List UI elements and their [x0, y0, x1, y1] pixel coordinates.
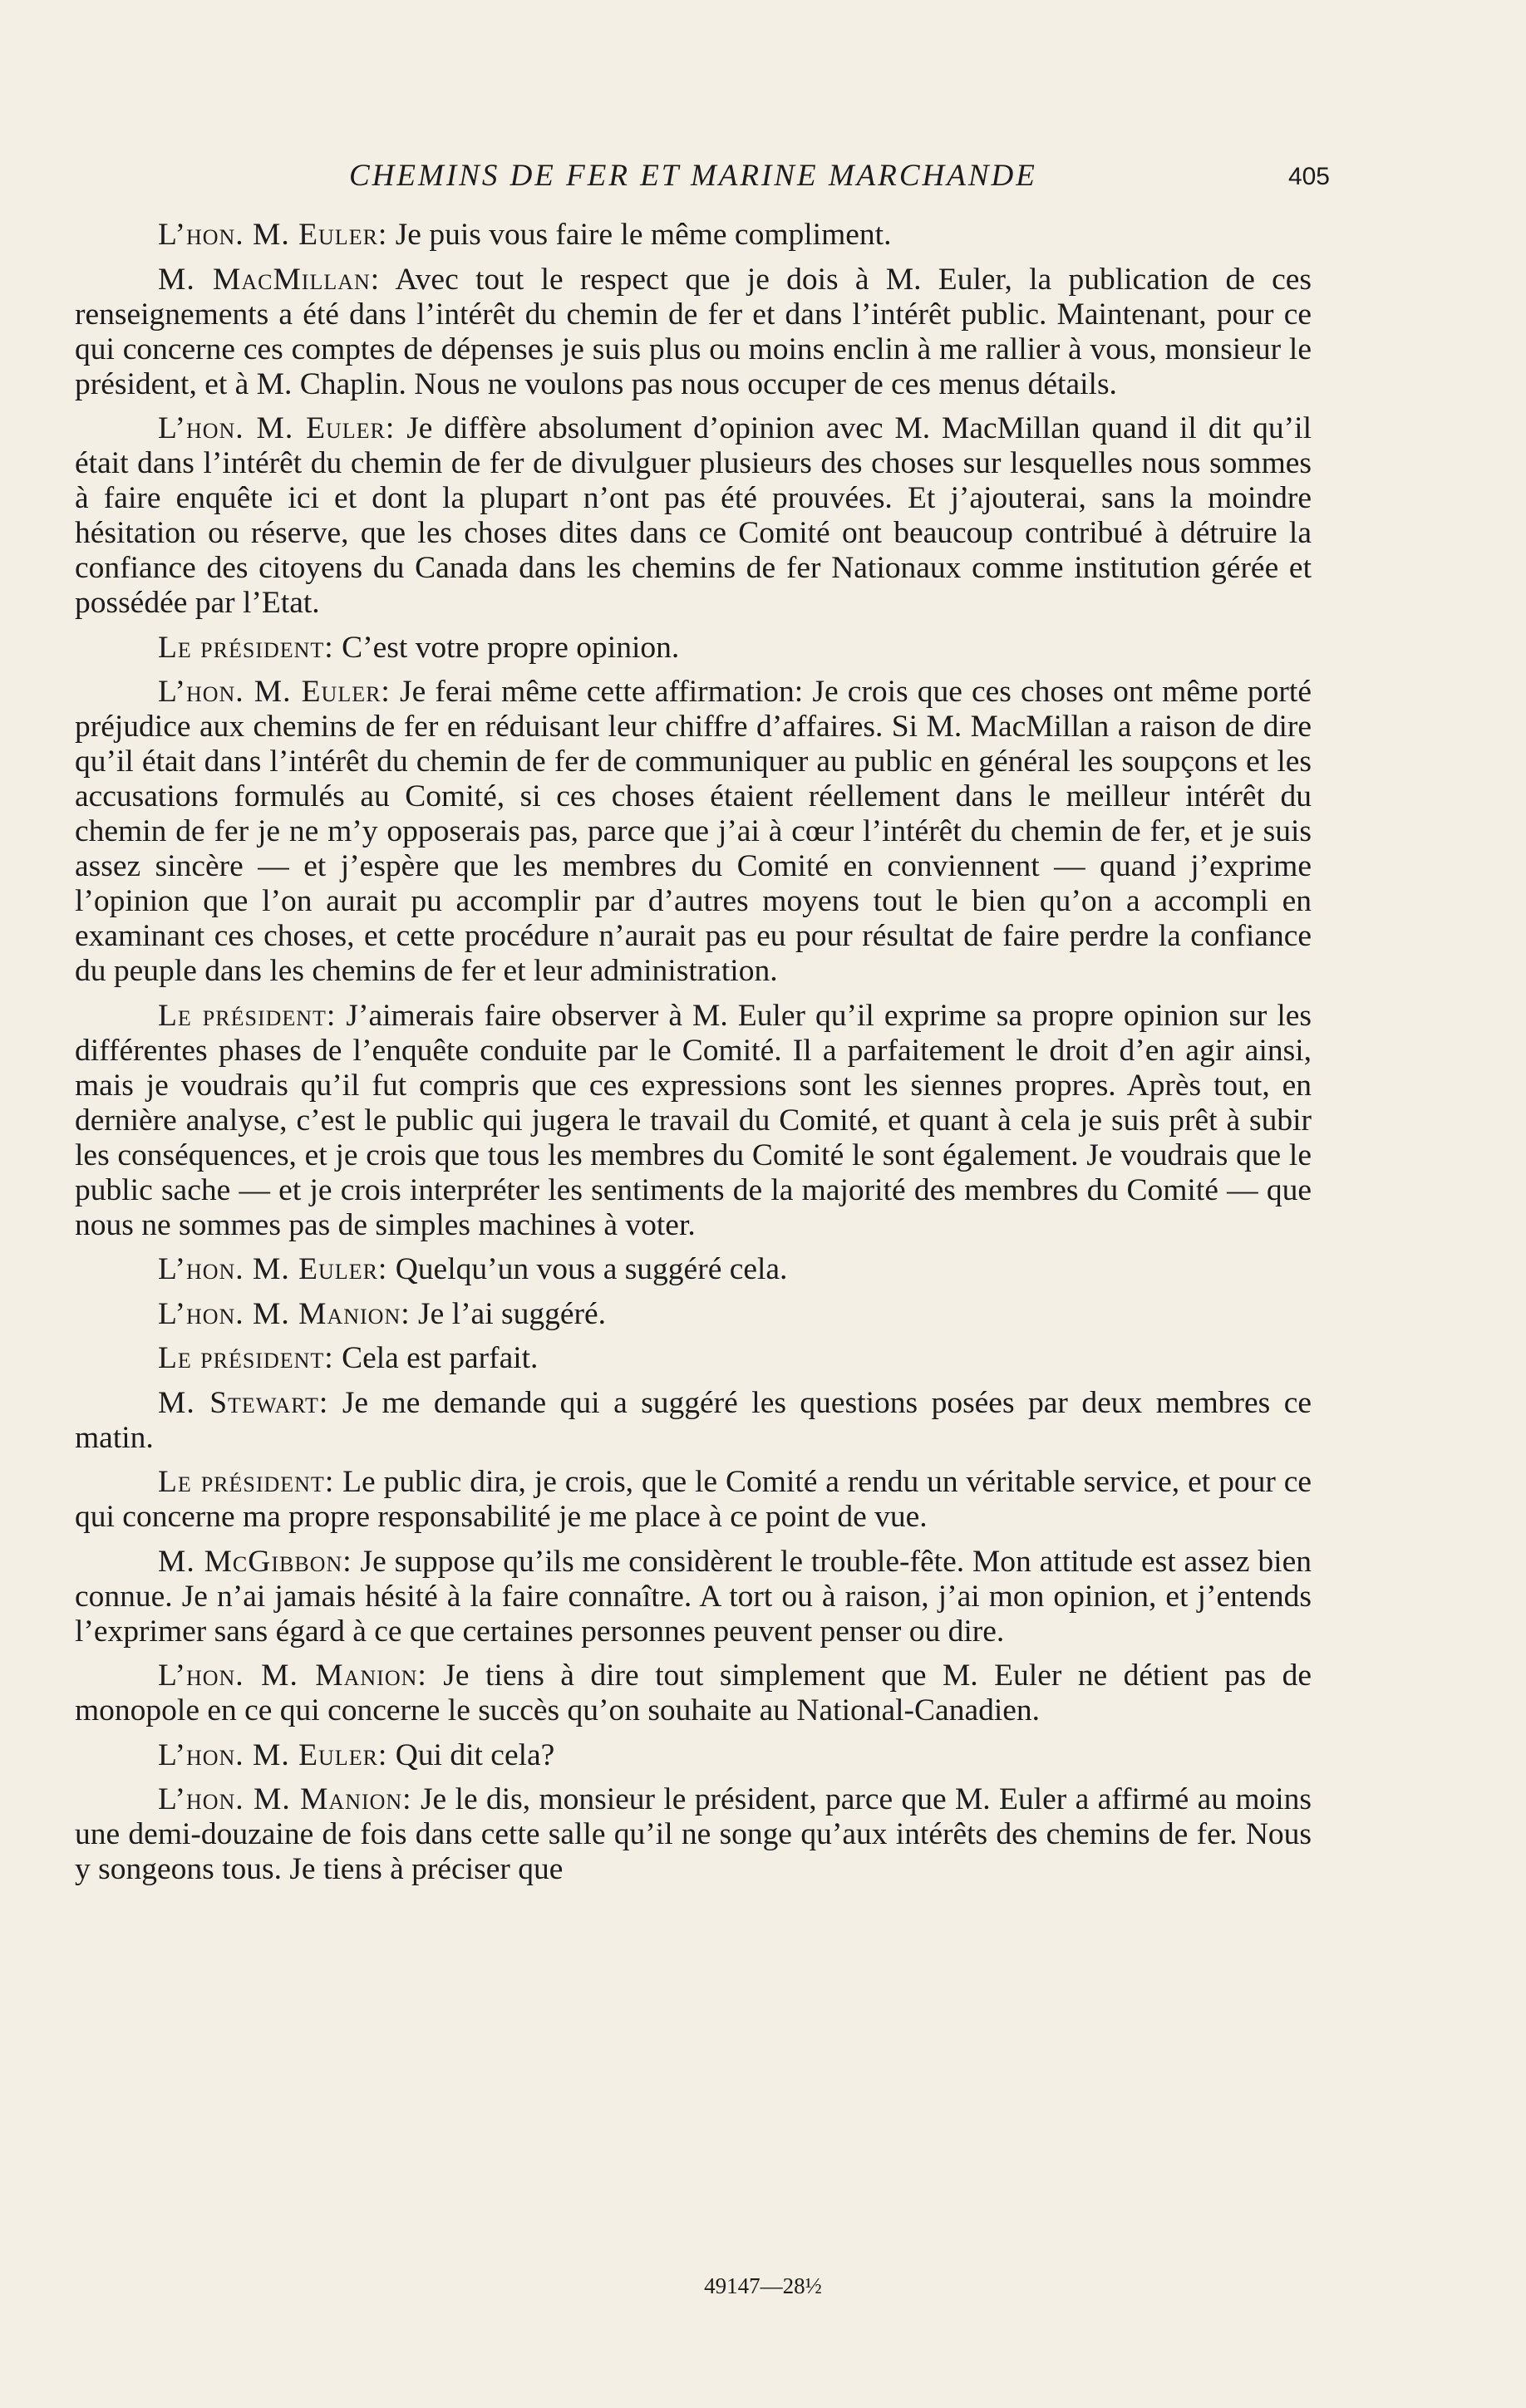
- speech-text: Je ferai même cette affirmation: Je crois que ces choses ont même porté préjudice aux chemins de fer en réduisant leur chiffre d’affaires. Si M. MacMillan a raison de dire qu’il était dans l’intérêt du chemin de fer de communiquer au public en général les soupçons et les accusations formulés au Comité, si ces choses étaient réellement dans le meilleur intérêt du chemin de fer je ne m’y opposerais pas, parce que j’ai à cœur l’intérêt du chemin de fer, et je suis assez sincère — et j’espère que les membres du Comité en conviennent — quand j’exprime l’opinion que l’on aurait pu accomplir par d’autres moyens tout le bien qu’on a accompli en examinant ces choses, et cette procédure n’aurait pas eu pour résultat de faire perdre la confiance du peuple dans les chemins de fer et leur administration.: [75, 675, 1312, 988]
- dialogue-paragraph: [75, 1252, 1312, 1287]
- speech-text: Je l’ai suggéré.: [410, 1296, 606, 1331]
- speech-text: Je me demande qui a suggéré les questions posées par deux membres ce matin.: [75, 1385, 1312, 1455]
- speech-text: Je tiens à dire tout simplement que M. Euler ne détient pas de monopole en ce qui concerne le succès qu’on souhaite au National-Canadien.: [75, 1659, 1312, 1727]
- speaker-name: L’hon. M. Euler:: [158, 1737, 388, 1772]
- speaker-name: L’hon. M. Euler:: [158, 675, 391, 709]
- speech-text: Cela est parfait.: [333, 1341, 539, 1375]
- speech-text: J’aimerais faire observer à M. Euler qu’il exprime sa propre opinion sur les différentes phases de l’enquête conduite par le Comité. Il a parfaitement le droit d’en agir ainsi, mais je voudrais qu’il fut compris que ces expressions sont les siennes propres. Après tout, en dernière analyse, c’est le public qui jugera le travail du Comité, et quant à cela je suis prêt à subir les conséquences, et je crois que tous les membres du Comité le sont également. Je voudrais que le public sache — et je crois interpréter les sentiments de la majorité des membres du Comité — que nous ne sommes pas de simples machines à voter.: [75, 998, 1312, 1242]
- dialogue-paragraph: [75, 1341, 1312, 1376]
- speaker-name: L’hon. M. Manion:: [158, 1782, 412, 1816]
- dialogue-paragraph: [75, 999, 1312, 1243]
- speaker-name: L’hon. M. Euler:: [158, 1252, 388, 1286]
- dialogue-paragraph: [75, 1659, 1312, 1728]
- speech-text: Je diffère absolument d’opinion avec M. MacMillan quand il dit qu’il était dans l’intérêt du chemin de fer de divulguer plusieurs des choses sur lesquelles nous sommes à faire enquête ici et dont la plupart n’ont pas été prouvées. Et j’ajouterai, sans la moindre hésitation ou réserve, que les choses dites dans ce Comité ont beaucoup contribué à détruire la confiance des citoyens du Canada dans les chemins de fer Nationaux comme institution gérée et possédée par l’Etat.: [75, 411, 1312, 620]
- dialogue-paragraph: [75, 218, 1312, 253]
- running-title: CHEMINS DE FER ET MARINE MARCHANDE: [349, 159, 1037, 193]
- speech-text: Avec tout le respect que je dois à M. Euler, la publication de ces renseignements a été dans l’intérêt du chemin de fer et dans l’intérêt public. Maintenant, pour ce qui concerne ces comptes de dépenses je suis plus ou moins enclin à me rallier à vous, monsieur le président, et à M. Chaplin. Nous ne voulons pas nous occuper de ces menus détails.: [75, 262, 1312, 401]
- speech-text: Quelqu’un vous a suggéré cela.: [387, 1252, 788, 1286]
- dialogue-paragraph: [75, 1545, 1312, 1649]
- speaker-name: M. Stewart:: [158, 1385, 329, 1420]
- dialogue-paragraph: [75, 411, 1312, 621]
- speech-text: Le public dira, je crois, que le Comité a rendu un véritable service, et pour ce qui concerne ma propre responsabilité je me place à ce point de vue.: [75, 1465, 1312, 1534]
- page-number: 405: [1287, 163, 1330, 190]
- dialogue-paragraph: [75, 1386, 1312, 1456]
- speaker-name: M. McGibbon:: [158, 1544, 352, 1579]
- speaker-name: Le président:: [158, 1465, 335, 1499]
- speaker-name: Le président:: [158, 998, 337, 1033]
- speaker-name: M. MacMillan:: [158, 262, 381, 297]
- page-header: [75, 158, 1330, 199]
- speech-text: Je le dis, monsieur le président, parce que M. Euler a affirmé au moins une demi-douzaine de fois dans cette salle qu’il ne songe qu’aux intérêts des chemins de fer. Nous y songeons tous. Je tiens à préciser que: [75, 1782, 1312, 1886]
- speech-text: Qui dit cela?: [387, 1737, 555, 1772]
- speaker-name: Le président:: [158, 1341, 334, 1375]
- speech-text: C’est votre propre opinion.: [333, 630, 680, 665]
- dialogue-paragraph: [75, 263, 1312, 402]
- speaker-name: L’hon. M. Euler:: [158, 218, 388, 252]
- dialogue-paragraph: [75, 631, 1312, 666]
- speaker-name: L’hon. M. Manion:: [158, 1296, 411, 1331]
- speaker-name: L’hon. M. Manion:: [158, 1659, 427, 1693]
- speaker-name: L’hon. M. Euler:: [158, 411, 396, 445]
- dialogue-paragraph: [75, 1465, 1312, 1535]
- dialogue-paragraph: [75, 675, 1312, 989]
- dialogue-paragraph: [75, 1782, 1312, 1887]
- speech-text: Je suppose qu’ils me considèrent le trouble-fête. Mon attitude est assez bien connue. Je n’ai jamais hésité à la faire connaître. A tort ou à raison, j’ai mon opinion, et j’entends l’exprimer sans égard à ce que certaines personnes peuvent penser ou dire.: [75, 1544, 1312, 1649]
- dialogue-paragraph: [75, 1738, 1312, 1773]
- speaker-name: Le président:: [158, 630, 334, 665]
- document-body: [75, 218, 1312, 1897]
- printer-signature: 49147—28½: [704, 2273, 822, 2298]
- dialogue-paragraph: [75, 1297, 1312, 1332]
- speech-text: Je puis vous faire le même compliment.: [387, 218, 892, 252]
